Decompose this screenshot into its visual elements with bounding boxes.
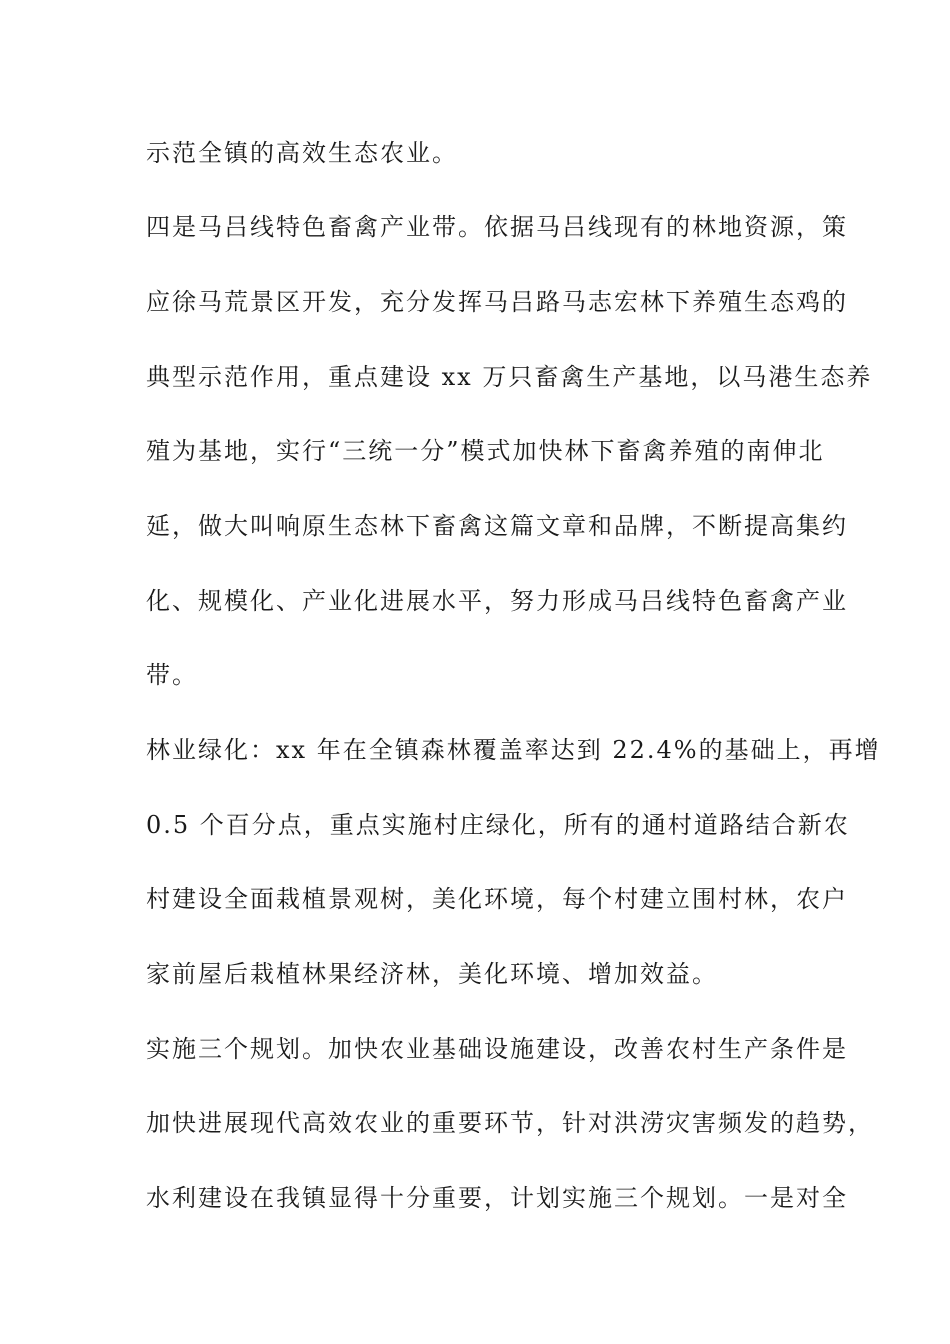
text-line-1: 示范全镇的高效生态农业。 bbox=[146, 139, 458, 167]
text-line-10: 0.5 个百分点，重点实施村庄绿化，所有的通村道路结合新农 bbox=[146, 811, 850, 839]
text-line-7: 化、规模化、产业化进展水平，努力形成马吕线特色畜禽产业 bbox=[146, 587, 848, 615]
text-line-9: 林业绿化：xx 年在全镇森林覆盖率达到 22.4%的基础上，再增 bbox=[146, 736, 881, 764]
text-line-11: 村建设全面栽植景观树，美化环境，每个村建立围村林，农户 bbox=[146, 885, 848, 913]
text-line-6: 延，做大叫响原生态林下畜禽这篇文章和品牌，不断提高集约 bbox=[146, 512, 848, 540]
text-line-15: 水利建设在我镇显得十分重要，计划实施三个规划。一是对全 bbox=[146, 1184, 848, 1212]
text-line-3: 应徐马荒景区开发，充分发挥马吕路马志宏林下养殖生态鸡的 bbox=[146, 288, 848, 316]
text-line-2: 四是马吕线特色畜禽产业带。依据马吕线现有的林地资源，策 bbox=[146, 213, 848, 241]
text-line-13: 实施三个规划。加快农业基础设施建设，改善农村生产条件是 bbox=[146, 1035, 848, 1063]
text-line-4: 典型示范作用，重点建设 xx 万只畜禽生产基地，以马港生态养 bbox=[146, 363, 873, 391]
text-line-8: 带。 bbox=[146, 661, 198, 689]
text-line-14: 加快进展现代高效农业的重要环节，针对洪涝灾害频发的趋势， bbox=[146, 1109, 874, 1137]
text-line-12: 家前屋后栽植林果经济林，美化环境、增加效益。 bbox=[146, 960, 718, 988]
text-line-5: 殖为基地，实行“三统一分”模式加快林下畜禽养殖的南伸北 bbox=[146, 437, 825, 465]
